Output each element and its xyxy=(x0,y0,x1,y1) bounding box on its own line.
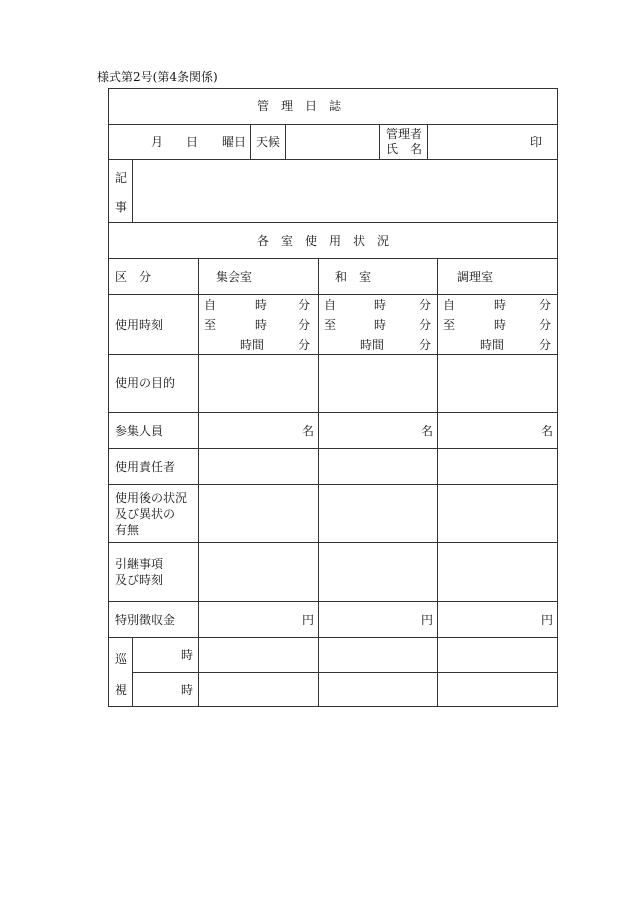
row-label-purpose: 使用の目的 xyxy=(115,376,176,390)
fee-unit: 円 xyxy=(302,613,315,627)
form-title: 管 理 日 誌 xyxy=(257,99,342,113)
row-label-handover-2: 及び時刻 xyxy=(115,573,164,587)
time-to: 至 xyxy=(324,318,337,332)
fee-unit: 円 xyxy=(421,613,434,627)
time-minute: 分 xyxy=(298,318,311,332)
time-minute: 分 xyxy=(539,318,552,332)
notes-label-2: 事 xyxy=(115,200,128,214)
time-minute: 分 xyxy=(419,338,432,352)
manager-label-line2: 氏 名 xyxy=(386,142,423,156)
time-hour: 時 xyxy=(494,318,507,332)
row-label-attendees: 参集人員 xyxy=(115,424,164,438)
form-caption: 様式第2号(第4条関係) xyxy=(97,70,218,84)
row-label-handover-1: 引継事項 xyxy=(115,557,164,571)
time-duration: 時間 xyxy=(360,338,385,352)
section-title: 各 室 使 用 状 況 xyxy=(257,234,390,248)
weekday-label: 曜日 xyxy=(222,135,247,149)
weather-label: 天候 xyxy=(256,135,281,149)
time-minute: 分 xyxy=(298,298,311,312)
room-name-kitchen: 調理室 xyxy=(457,270,494,284)
month-label: 月 xyxy=(151,135,164,149)
row-label-special-fee: 特別徴収金 xyxy=(115,613,176,627)
time-duration: 時間 xyxy=(480,338,505,352)
time-hour: 時 xyxy=(494,298,507,312)
notes-label-1: 記 xyxy=(115,171,128,185)
attendees-unit: 名 xyxy=(541,424,554,438)
row-label-condition-1: 使用後の状況 xyxy=(115,491,188,505)
patrol-label-2: 視 xyxy=(115,683,128,697)
patrol-time-unit: 時 xyxy=(181,683,194,697)
attendees-unit: 名 xyxy=(421,424,434,438)
row-label-responsible: 使用責任者 xyxy=(115,460,176,474)
time-minute: 分 xyxy=(539,338,552,352)
time-from: 自 xyxy=(204,298,217,312)
time-hour: 時 xyxy=(255,318,268,332)
seal-label: 印 xyxy=(530,135,543,149)
patrol-time-unit: 時 xyxy=(181,648,194,662)
time-hour: 時 xyxy=(255,298,268,312)
room-name-japanese: 和 室 xyxy=(335,270,372,284)
management-log-form xyxy=(108,88,558,707)
time-duration: 時間 xyxy=(240,338,265,352)
time-hour: 時 xyxy=(374,318,387,332)
time-hour: 時 xyxy=(374,298,387,312)
attendees-unit: 名 xyxy=(302,424,315,438)
row-label-condition-2: 及び異状の xyxy=(115,507,176,521)
time-minute: 分 xyxy=(419,318,432,332)
time-row-label: 使用時刻 xyxy=(115,318,164,332)
room-name-meeting: 集会室 xyxy=(216,270,253,284)
time-to: 至 xyxy=(204,318,217,332)
row-label-condition-3: 有無 xyxy=(115,523,140,537)
time-minute: 分 xyxy=(539,298,552,312)
time-minute: 分 xyxy=(419,298,432,312)
time-minute: 分 xyxy=(298,338,311,352)
fee-unit: 円 xyxy=(541,613,554,627)
patrol-label-1: 巡 xyxy=(115,652,128,666)
time-from: 自 xyxy=(324,298,337,312)
manager-label-line1: 管理者 xyxy=(386,127,423,141)
day-label: 日 xyxy=(186,135,199,149)
time-to: 至 xyxy=(443,318,456,332)
time-from: 自 xyxy=(443,298,456,312)
category-label: 区 分 xyxy=(115,270,152,284)
